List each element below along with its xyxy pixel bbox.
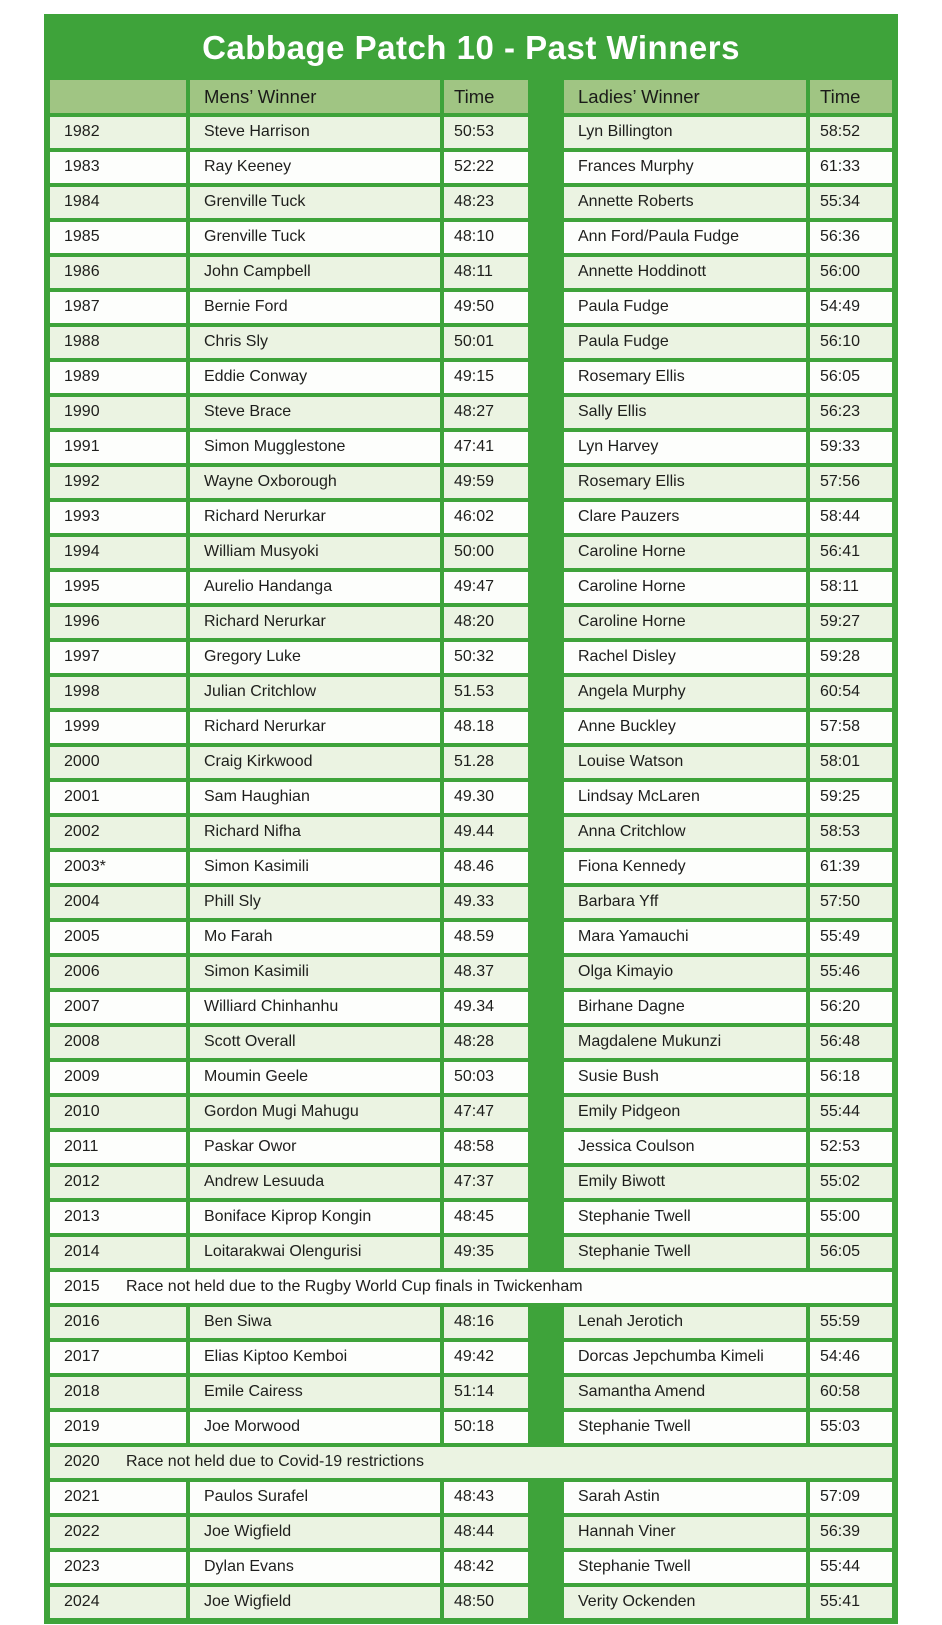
gap-cell: [532, 362, 560, 393]
year-cell: 1994: [50, 537, 186, 568]
mens-winner-cell: Eddie Conway: [190, 362, 440, 393]
gap-cell: [532, 1412, 560, 1443]
gap-cell: [532, 1027, 560, 1058]
ladies-winner-cell: Caroline Horne: [564, 607, 806, 638]
gap-cell: [532, 852, 560, 883]
mens-winner-cell: Steve Brace: [190, 397, 440, 428]
ladies-winner-cell: Olga Kimayio: [564, 957, 806, 988]
year-cell: 2008: [50, 1027, 186, 1058]
year-cell: 2018: [50, 1377, 186, 1408]
year-cell: 2024: [50, 1587, 186, 1618]
year-cell: 1988: [50, 327, 186, 358]
ladies-winner-cell: Rosemary Ellis: [564, 467, 806, 498]
gap-cell: [532, 817, 560, 848]
mens-winner-cell: Julian Critchlow: [190, 677, 440, 708]
gap-cell: [532, 1202, 560, 1233]
year-cell: 1998: [50, 677, 186, 708]
ladies-time-cell: 57:56: [810, 467, 892, 498]
gap-cell: [532, 1167, 560, 1198]
ladies-winner-cell: Lenah Jerotich: [564, 1307, 806, 1338]
ladies-time-cell: 55:59: [810, 1307, 892, 1338]
ladies-time-cell: 56:39: [810, 1517, 892, 1548]
year-cell: 2005: [50, 922, 186, 953]
mens-winner-cell: Williard Chinhanhu: [190, 992, 440, 1023]
ladies-time-cell: 56:20: [810, 992, 892, 1023]
year-cell: 2000: [50, 747, 186, 778]
winners-grid: [50, 80, 892, 1618]
ladies-winner-cell: Anne Buckley: [564, 712, 806, 743]
ladies-time-cell: 56:05: [810, 1237, 892, 1268]
year-cell: 1992: [50, 467, 186, 498]
ladies-time-cell: 61:39: [810, 852, 892, 883]
mens-time-cell: 49.33: [444, 887, 528, 918]
gap-cell: [532, 957, 560, 988]
year-cell: 1987: [50, 292, 186, 323]
gap-cell: [532, 152, 560, 183]
mens-time-cell: 49.30: [444, 782, 528, 813]
ladies-time-cell: 57:58: [810, 712, 892, 743]
mens-winner-cell: Scott Overall: [190, 1027, 440, 1058]
mens-time-cell: 51.28: [444, 747, 528, 778]
ladies-time-cell: 56:48: [810, 1027, 892, 1058]
ladies-time-cell: 55:02: [810, 1167, 892, 1198]
gap-cell: [532, 642, 560, 673]
mens-time-cell: 51.53: [444, 677, 528, 708]
year-cell: 1984: [50, 187, 186, 218]
mens-time-cell: 52:22: [444, 152, 528, 183]
mens-time-cell: 48:58: [444, 1132, 528, 1163]
ladies-winner-cell: Verity Ockenden: [564, 1587, 806, 1618]
ladies-winner-cell: Paula Fudge: [564, 327, 806, 358]
year-cell: 1985: [50, 222, 186, 253]
mens-winner-cell: Loitarakwai Olengurisi: [190, 1237, 440, 1268]
ladies-winner-cell: Caroline Horne: [564, 537, 806, 568]
gap-cell: [532, 922, 560, 953]
ladies-time-cell: 60:58: [810, 1377, 892, 1408]
ladies-winner-cell: Clare Pauzers: [564, 502, 806, 533]
note-year: 2020: [64, 1453, 100, 1471]
mens-winner-cell: Aurelio Handanga: [190, 572, 440, 603]
year-cell: 2021: [50, 1482, 186, 1513]
ladies-time-cell: 60:54: [810, 677, 892, 708]
mens-winner-cell: Elias Kiptoo Kemboi: [190, 1342, 440, 1373]
mens-winner-cell: Simon Kasimili: [190, 852, 440, 883]
year-cell: 1982: [50, 117, 186, 148]
ladies-winner-cell: Ann Ford/Paula Fudge: [564, 222, 806, 253]
gap-cell: [532, 222, 560, 253]
year-cell: 1989: [50, 362, 186, 393]
ladies-winner-cell: Sarah Astin: [564, 1482, 806, 1513]
mens-time-cell: 49:35: [444, 1237, 528, 1268]
year-cell: 1993: [50, 502, 186, 533]
mens-time-cell: 48:45: [444, 1202, 528, 1233]
year-cell: 2019: [50, 1412, 186, 1443]
gap-cell: [532, 397, 560, 428]
mens-time-cell: 50:32: [444, 642, 528, 673]
year-cell: 2013: [50, 1202, 186, 1233]
ladies-winner-cell: Lindsay McLaren: [564, 782, 806, 813]
gap-cell: [532, 677, 560, 708]
gap-cell: [532, 292, 560, 323]
ladies-winner-cell: Stephanie Twell: [564, 1202, 806, 1233]
note-text: Race not held due to Covid-19 restrictions: [126, 1453, 424, 1471]
mens-time-cell: 48.46: [444, 852, 528, 883]
ladies-time-cell: 59:25: [810, 782, 892, 813]
ladies-time-cell: 61:33: [810, 152, 892, 183]
ladies-winner-cell: Annette Hoddinott: [564, 257, 806, 288]
mens-time-cell: 48:10: [444, 222, 528, 253]
ladies-winner-cell: Rosemary Ellis: [564, 362, 806, 393]
note-row: [50, 1447, 892, 1478]
mens-winner-cell: Richard Nerurkar: [190, 502, 440, 533]
year-cell: 2009: [50, 1062, 186, 1093]
mens-winner-cell: Andrew Lesuuda: [190, 1167, 440, 1198]
header-mens-winner: Mens’ Winner: [190, 80, 440, 113]
ladies-winner-cell: Samantha Amend: [564, 1377, 806, 1408]
year-cell: 2016: [50, 1307, 186, 1338]
ladies-winner-cell: Magdalene Mukunzi: [564, 1027, 806, 1058]
gap-cell: [532, 257, 560, 288]
mens-winner-cell: Joe Morwood: [190, 1412, 440, 1443]
mens-winner-cell: Ben Siwa: [190, 1307, 440, 1338]
gap-cell: [532, 467, 560, 498]
year-cell: 2003*: [50, 852, 186, 883]
ladies-time-cell: 55:46: [810, 957, 892, 988]
mens-time-cell: 48:11: [444, 257, 528, 288]
mens-winner-cell: Richard Nerurkar: [190, 607, 440, 638]
ladies-time-cell: 55:00: [810, 1202, 892, 1233]
year-cell: 1990: [50, 397, 186, 428]
gap-cell: [532, 607, 560, 638]
gap-cell: [532, 1097, 560, 1128]
ladies-time-cell: 57:50: [810, 887, 892, 918]
ladies-time-cell: 59:27: [810, 607, 892, 638]
year-cell: 2006: [50, 957, 186, 988]
mens-time-cell: 48:43: [444, 1482, 528, 1513]
mens-winner-cell: Emile Cairess: [190, 1377, 440, 1408]
gap-cell: [532, 1517, 560, 1548]
ladies-time-cell: 59:28: [810, 642, 892, 673]
gap-cell: [532, 537, 560, 568]
mens-winner-cell: Steve Harrison: [190, 117, 440, 148]
mens-winner-cell: Ray Keeney: [190, 152, 440, 183]
note-year: 2015: [64, 1278, 100, 1296]
ladies-winner-cell: Stephanie Twell: [564, 1552, 806, 1583]
mens-winner-cell: Boniface Kiprop Kongin: [190, 1202, 440, 1233]
past-winners-table: [44, 14, 898, 1624]
note-text: Race not held due to the Rugby World Cup finals in Twickenham: [126, 1278, 583, 1296]
mens-time-cell: 47:41: [444, 432, 528, 463]
mens-winner-cell: John Campbell: [190, 257, 440, 288]
ladies-time-cell: 55:44: [810, 1552, 892, 1583]
gap-cell: [532, 432, 560, 463]
ladies-winner-cell: Barbara Yff: [564, 887, 806, 918]
ladies-winner-cell: Emily Pidgeon: [564, 1097, 806, 1128]
year-cell: 2011: [50, 1132, 186, 1163]
gap-cell: [532, 1342, 560, 1373]
mens-time-cell: 47:37: [444, 1167, 528, 1198]
gap-cell: [532, 782, 560, 813]
year-cell: 2007: [50, 992, 186, 1023]
gap-cell: [532, 887, 560, 918]
ladies-winner-cell: Mara Yamauchi: [564, 922, 806, 953]
note-row: [50, 1272, 892, 1303]
ladies-time-cell: 54:49: [810, 292, 892, 323]
ladies-time-cell: 57:09: [810, 1482, 892, 1513]
ladies-winner-cell: Hannah Viner: [564, 1517, 806, 1548]
mens-winner-cell: Simon Kasimili: [190, 957, 440, 988]
page-title: Cabbage Patch 10 - Past Winners: [202, 29, 740, 66]
gap-cell: [532, 1062, 560, 1093]
gap-cell: [532, 187, 560, 218]
year-cell: 2004: [50, 887, 186, 918]
mens-time-cell: 46:02: [444, 502, 528, 533]
mens-winner-cell: Mo Farah: [190, 922, 440, 953]
mens-time-cell: 49:50: [444, 292, 528, 323]
ladies-time-cell: 52:53: [810, 1132, 892, 1163]
ladies-time-cell: 56:23: [810, 397, 892, 428]
ladies-winner-cell: Fiona Kennedy: [564, 852, 806, 883]
year-cell: 2012: [50, 1167, 186, 1198]
mens-time-cell: 50:03: [444, 1062, 528, 1093]
ladies-winner-cell: Stephanie Twell: [564, 1237, 806, 1268]
gap-cell: [532, 117, 560, 148]
year-cell: 1999: [50, 712, 186, 743]
mens-time-cell: 50:53: [444, 117, 528, 148]
ladies-winner-cell: Anna Critchlow: [564, 817, 806, 848]
year-cell: 2010: [50, 1097, 186, 1128]
mens-time-cell: 48:50: [444, 1587, 528, 1618]
mens-time-cell: 50:18: [444, 1412, 528, 1443]
header-mens-time: Time: [444, 80, 528, 113]
year-cell: 2014: [50, 1237, 186, 1268]
ladies-time-cell: 55:41: [810, 1587, 892, 1618]
mens-time-cell: 48:20: [444, 607, 528, 638]
mens-winner-cell: Craig Kirkwood: [190, 747, 440, 778]
year-cell: 2023: [50, 1552, 186, 1583]
mens-time-cell: 49:47: [444, 572, 528, 603]
year-cell: 1997: [50, 642, 186, 673]
mens-time-cell: 49:42: [444, 1342, 528, 1373]
mens-time-cell: 48:42: [444, 1552, 528, 1583]
mens-winner-cell: William Musyoki: [190, 537, 440, 568]
ladies-winner-cell: Caroline Horne: [564, 572, 806, 603]
mens-winner-cell: Gregory Luke: [190, 642, 440, 673]
mens-winner-cell: Joe Wigfield: [190, 1587, 440, 1618]
mens-time-cell: 50:01: [444, 327, 528, 358]
mens-winner-cell: Richard Nifha: [190, 817, 440, 848]
year-cell: 1983: [50, 152, 186, 183]
gap-cell: [532, 1237, 560, 1268]
ladies-time-cell: 56:18: [810, 1062, 892, 1093]
ladies-winner-cell: Lyn Harvey: [564, 432, 806, 463]
year-cell: 1991: [50, 432, 186, 463]
year-cell: 2002: [50, 817, 186, 848]
header-gap-spacer: [532, 80, 560, 113]
mens-time-cell: 48:27: [444, 397, 528, 428]
gap-cell: [532, 1587, 560, 1618]
ladies-time-cell: 58:11: [810, 572, 892, 603]
gap-cell: [532, 572, 560, 603]
gap-cell: [532, 747, 560, 778]
header-year: [50, 80, 186, 113]
ladies-winner-cell: Susie Bush: [564, 1062, 806, 1093]
mens-time-cell: 49:59: [444, 467, 528, 498]
year-cell: 2017: [50, 1342, 186, 1373]
mens-winner-cell: Phill Sly: [190, 887, 440, 918]
mens-winner-cell: Paskar Owor: [190, 1132, 440, 1163]
gap-cell: [532, 1307, 560, 1338]
ladies-time-cell: 58:53: [810, 817, 892, 848]
ladies-time-cell: 54:46: [810, 1342, 892, 1373]
gap-cell: [532, 1377, 560, 1408]
ladies-time-cell: 56:00: [810, 257, 892, 288]
ladies-time-cell: 55:44: [810, 1097, 892, 1128]
year-cell: 1986: [50, 257, 186, 288]
ladies-winner-cell: Emily Biwott: [564, 1167, 806, 1198]
ladies-winner-cell: Stephanie Twell: [564, 1412, 806, 1443]
mens-time-cell: 47:47: [444, 1097, 528, 1128]
ladies-winner-cell: Angela Murphy: [564, 677, 806, 708]
ladies-winner-cell: Rachel Disley: [564, 642, 806, 673]
mens-time-cell: 51:14: [444, 1377, 528, 1408]
mens-winner-cell: Paulos Surafel: [190, 1482, 440, 1513]
mens-winner-cell: Chris Sly: [190, 327, 440, 358]
ladies-time-cell: 56:41: [810, 537, 892, 568]
ladies-winner-cell: Paula Fudge: [564, 292, 806, 323]
gap-cell: [532, 1552, 560, 1583]
year-cell: 2001: [50, 782, 186, 813]
mens-winner-cell: Bernie Ford: [190, 292, 440, 323]
mens-winner-cell: Richard Nerurkar: [190, 712, 440, 743]
gap-cell: [532, 712, 560, 743]
ladies-time-cell: 56:10: [810, 327, 892, 358]
mens-time-cell: 48.18: [444, 712, 528, 743]
mens-winner-cell: Dylan Evans: [190, 1552, 440, 1583]
mens-time-cell: 49.34: [444, 992, 528, 1023]
gap-cell: [532, 1132, 560, 1163]
gap-cell: [532, 992, 560, 1023]
year-cell: 2022: [50, 1517, 186, 1548]
ladies-time-cell: 58:01: [810, 747, 892, 778]
ladies-winner-cell: Birhane Dagne: [564, 992, 806, 1023]
ladies-winner-cell: Sally Ellis: [564, 397, 806, 428]
ladies-winner-cell: Annette Roberts: [564, 187, 806, 218]
ladies-winner-cell: Jessica Coulson: [564, 1132, 806, 1163]
gap-cell: [532, 1482, 560, 1513]
mens-time-cell: 48:28: [444, 1027, 528, 1058]
ladies-winner-cell: Lyn Billington: [564, 117, 806, 148]
mens-winner-cell: Grenville Tuck: [190, 222, 440, 253]
mens-winner-cell: Wayne Oxborough: [190, 467, 440, 498]
ladies-time-cell: 59:33: [810, 432, 892, 463]
mens-winner-cell: Sam Haughian: [190, 782, 440, 813]
mens-winner-cell: Joe Wigfield: [190, 1517, 440, 1548]
mens-time-cell: 48:16: [444, 1307, 528, 1338]
ladies-winner-cell: Frances Murphy: [564, 152, 806, 183]
mens-winner-cell: Gordon Mugi Mahugu: [190, 1097, 440, 1128]
ladies-time-cell: 55:49: [810, 922, 892, 953]
gap-cell: [532, 327, 560, 358]
ladies-winner-cell: Dorcas Jepchumba Kimeli: [564, 1342, 806, 1373]
mens-time-cell: 48:44: [444, 1517, 528, 1548]
ladies-time-cell: 56:36: [810, 222, 892, 253]
mens-time-cell: 49:15: [444, 362, 528, 393]
mens-time-cell: 50:00: [444, 537, 528, 568]
header-ladies-time: Time: [810, 80, 892, 113]
gap-cell: [532, 502, 560, 533]
header-ladies-winner: Ladies’ Winner: [564, 80, 806, 113]
mens-time-cell: 49.44: [444, 817, 528, 848]
ladies-time-cell: 58:44: [810, 502, 892, 533]
mens-time-cell: 48.37: [444, 957, 528, 988]
ladies-winner-cell: Louise Watson: [564, 747, 806, 778]
ladies-time-cell: 58:52: [810, 117, 892, 148]
year-cell: 1995: [50, 572, 186, 603]
year-cell: 1996: [50, 607, 186, 638]
mens-winner-cell: Moumin Geele: [190, 1062, 440, 1093]
mens-time-cell: 48:23: [444, 187, 528, 218]
mens-winner-cell: Simon Mugglestone: [190, 432, 440, 463]
ladies-time-cell: 56:05: [810, 362, 892, 393]
ladies-time-cell: 55:34: [810, 187, 892, 218]
mens-time-cell: 48.59: [444, 922, 528, 953]
mens-winner-cell: Grenville Tuck: [190, 187, 440, 218]
ladies-time-cell: 55:03: [810, 1412, 892, 1443]
